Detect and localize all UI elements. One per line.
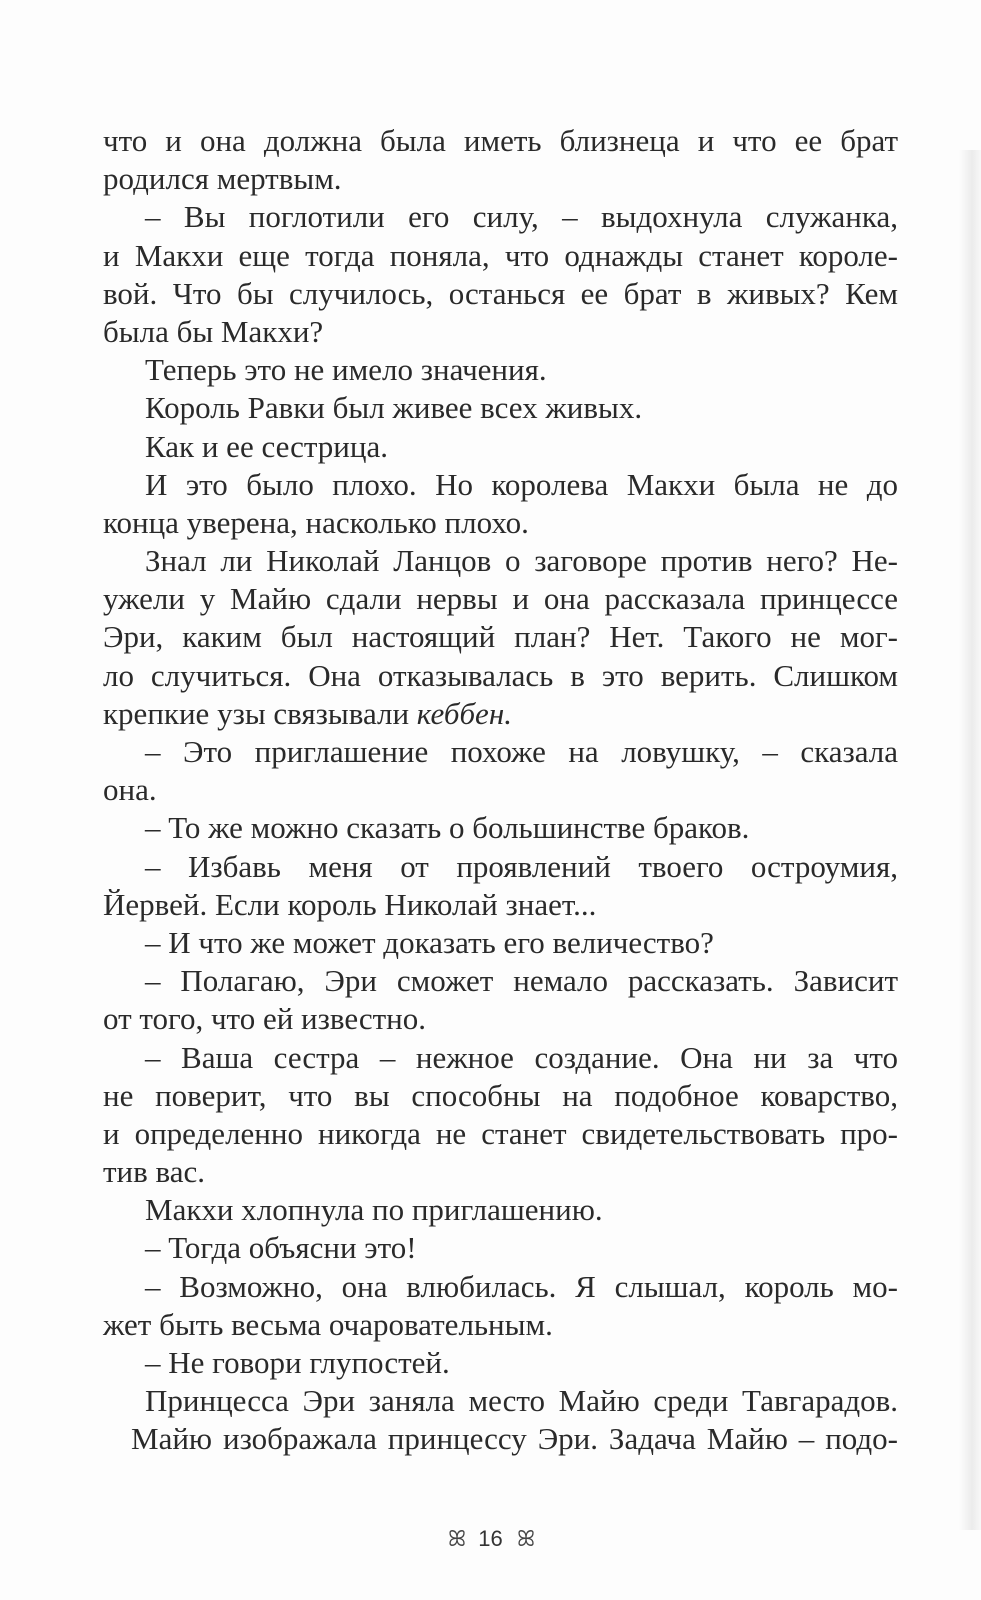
text-line: ужели у Майю сдали нервы и она рассказала принцессе [103, 581, 898, 617]
text-line: что и она должна была иметь близнеца и что ее брат [103, 123, 898, 158]
text-line: – То же можно сказать о большинстве браков. [145, 810, 750, 846]
text-line: Знал ли Николай Ланцов о заговоре против него? Не- [145, 543, 898, 579]
page-edge-shadow [959, 150, 981, 1530]
text-line: конца уверена, насколько плохо. [103, 504, 529, 540]
text-line: тив вас. [103, 1154, 206, 1190]
text-line: она. [103, 772, 157, 808]
text-line: Как и ее сестрица. [145, 428, 388, 464]
text-line: родился мертвым. [103, 161, 342, 197]
text-line: и определенно никогда не станет свидетельствовать про- [103, 1115, 898, 1151]
page-footer [0, 1525, 981, 1552]
text-line [103, 695, 898, 733]
text-line: – И что же может доказать его величество? [145, 924, 714, 960]
text-line: Макхи хлопнула по приглашению. [145, 1192, 603, 1228]
text-line: ло случиться. Она отказывалась в это верить. Слишком [103, 657, 898, 693]
text-line: не поверит, что вы способны на подобное коварство, [103, 1077, 898, 1113]
text-line: жет быть весьма очаровательным. [103, 1306, 553, 1342]
text-line: И это было плохо. Но королева Макхи была не до [145, 466, 898, 502]
text-line: – Не говори глупостей. [145, 1345, 450, 1380]
text-line: Йервей. Если король Николай знает... [103, 886, 597, 922]
text-line: и Макхи еще тогда поняла, что однажды станет короле- [103, 237, 898, 273]
ornament-right-icon: ꕤ [516, 1526, 534, 1552]
text-line: – Полагаю, Эри сможет немало рассказать. Зависит [145, 963, 898, 999]
text-line: – Ваша сестра – нежное создание. Она ни за что [145, 1039, 898, 1075]
italic-term: кеббен. [416, 695, 512, 731]
text-line: – Возможно, она влюбилась. Я слышал, король мо- [145, 1268, 898, 1304]
ornament-left-icon: ꕤ [447, 1526, 465, 1552]
text-line: Теперь это не имело значения. [145, 352, 547, 388]
text-line: – Избавь меня от проявлений твоего остроумия, [145, 848, 898, 884]
page-body-text [103, 122, 898, 1459]
page-number: 16 [478, 1526, 503, 1552]
text-line: – Вы поглотили его силу, – выдохнула служанка, [145, 199, 898, 235]
text-line: – Это приглашение похоже на ловушку, – сказала [145, 734, 898, 769]
text-line: Король Равки был живее всех живых. [145, 390, 643, 426]
text-line: Эри, каким был настоящий план? Нет. Такого не мог- [103, 619, 898, 655]
text-line: Принцесса Эри заняла место Майю среди Тавгарадов. [145, 1383, 898, 1419]
text-line: от того, что ей известно. [103, 1001, 427, 1037]
text-line: была бы Макхи? [103, 313, 324, 349]
text-line: Майю изображала принцессу Эри. Задача Майю – подо- [131, 1421, 898, 1457]
text-line: вой. Что бы случилось, останься ее брат в живых? Кем [103, 275, 898, 311]
text-line: – Тогда объясни это! [145, 1230, 417, 1266]
text-segment: крепкие узы связывали [103, 695, 417, 731]
